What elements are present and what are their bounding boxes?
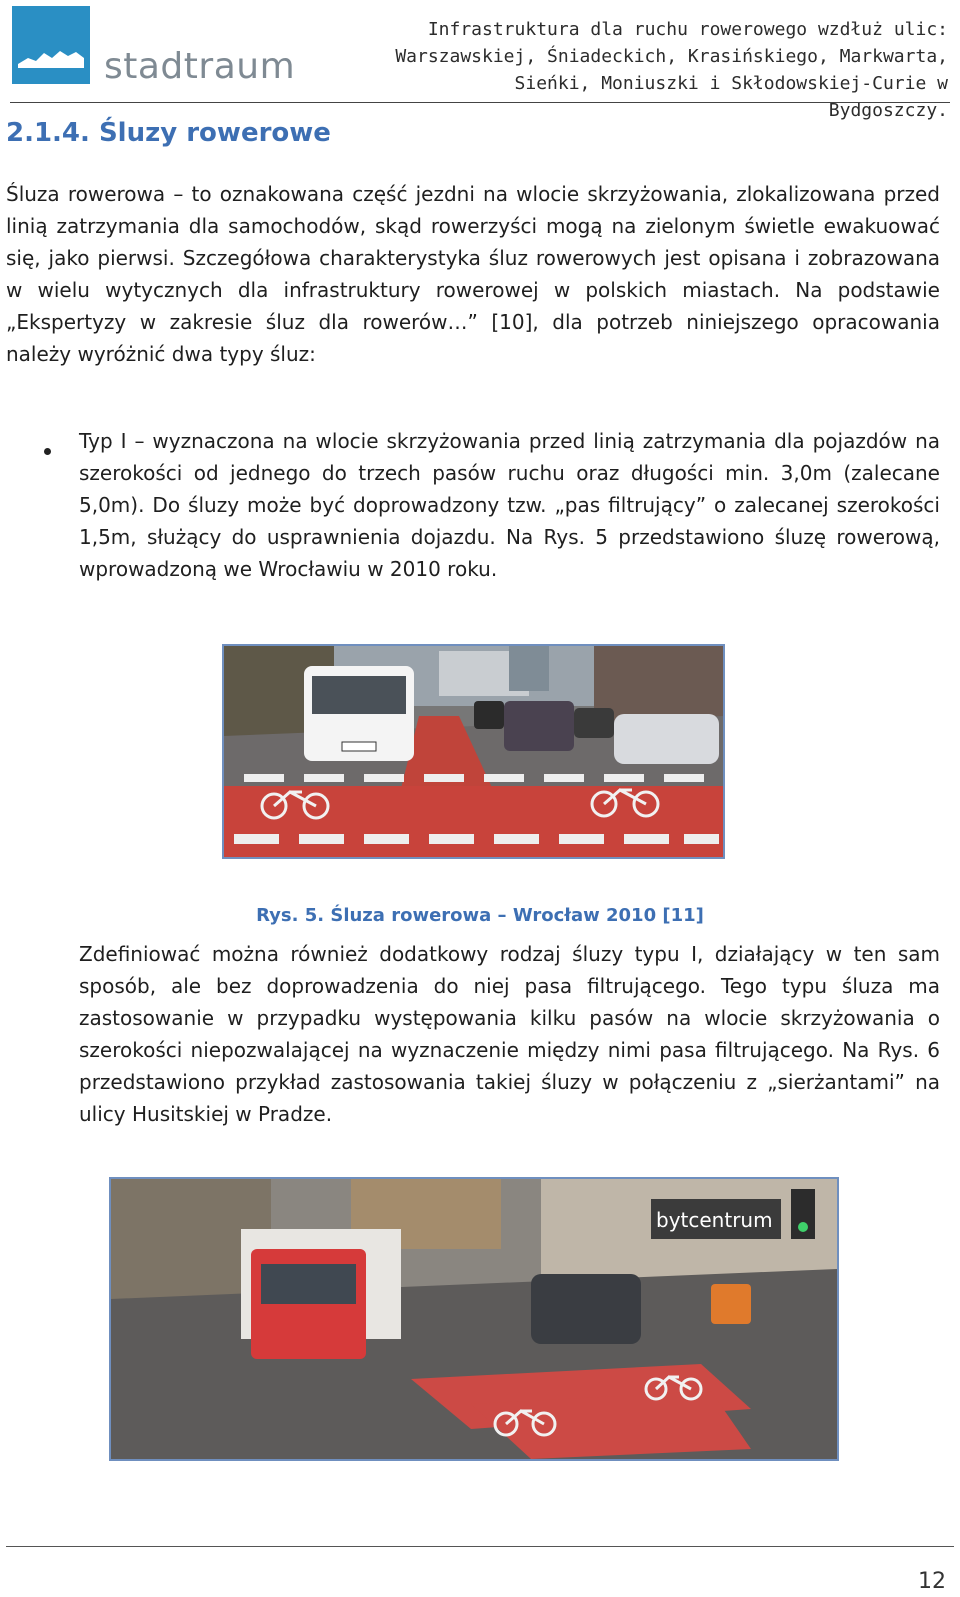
stadtraum-logo bbox=[12, 6, 302, 88]
intro-paragraph: Śluza rowerowa – to oznakowana część jezdni na wlocie skrzyżowania, zlokalizowana przed linią zatrzymania dla samochodów, skąd rowerzyści mogą na zielonym świetle ewakuować się, jako pierwsi. Szczegółowa charakterystyka śluz rowerowych jest opisana i zobrazowana w wielu wytycznych dla infrastruktury rowerowej w polskich miastach. Na podstawie „Ekspertyzy w zakresie śluz dla rowerów…” [10], dla potrzeb niniejszego opracowania należy wyróżnić dwa typy śluz: bbox=[6, 182, 940, 366]
footer-divider bbox=[6, 1546, 954, 1547]
figure-caption: Rys. 5. Śluza rowerowa – Wrocław 2010 [11] bbox=[256, 905, 704, 926]
bullet-type-1: Typ I – wyznaczona na wlocie skrzyżowania przed linią zatrzymania dla pojazdów na szerokości od jednego do trzech pasów ruchu oraz długości min. 3,0m (zalecane 5,0m). Do śluzy może być doprowadzony tzw. „pas filtrujący” o zalecanej szerokości 1,5m, służący do usprawnienia dojazdu. Na Rys. 5 przedstawiono śluzę rowerową, wprowadzoną we Wrocławiu w 2010 roku. bbox=[79, 429, 940, 581]
bullet-marker bbox=[44, 448, 51, 455]
paragraph-type-1-variant: Zdefiniować można również dodatkowy rodzaj śluzy typu I, działający w ten sam sposób, ale bez doprowadzenia do niej pasa filtrującego. Tego typu śluza ma zastosowanie w przypadku występowania kilku pasów na wlocie skrzyżowania o szerokości niepozwalającej na wyznaczenie między nimi pasa filtrującego. Na Rys. 6 przedstawiono przykład zastosowania takiej śluzy w połączeniu z „sierżantami” na ulicy Husitskiej w Pradze. bbox=[79, 942, 940, 1126]
header-line: Infrastruktura dla ruchu rowerowego wzdłuż ulic: bbox=[427, 19, 948, 40]
header-divider bbox=[10, 102, 950, 103]
photo-prague bbox=[111, 1179, 837, 1459]
figure-prague-bike-box bbox=[109, 1177, 839, 1461]
logo-mark-icon bbox=[12, 6, 90, 84]
photo-wroclaw bbox=[224, 646, 723, 857]
storefront-sign: bytcentrum bbox=[656, 1208, 773, 1232]
document-header-title bbox=[388, 16, 948, 124]
figure-wroclaw-bike-box bbox=[222, 644, 725, 859]
header-line: Warszawskiej, Śniadeckich, Krasińskiego, Markwarta, bbox=[395, 46, 948, 67]
page-number: 12 bbox=[918, 1569, 946, 1594]
section-heading: 2.1.4. Śluzy rowerowe bbox=[6, 118, 331, 148]
logo-text: stadtraum bbox=[104, 46, 296, 87]
header-line: Sieńki, Moniuszki i Skłodowskiej-Curie w Bydgoszczy. bbox=[514, 73, 948, 121]
